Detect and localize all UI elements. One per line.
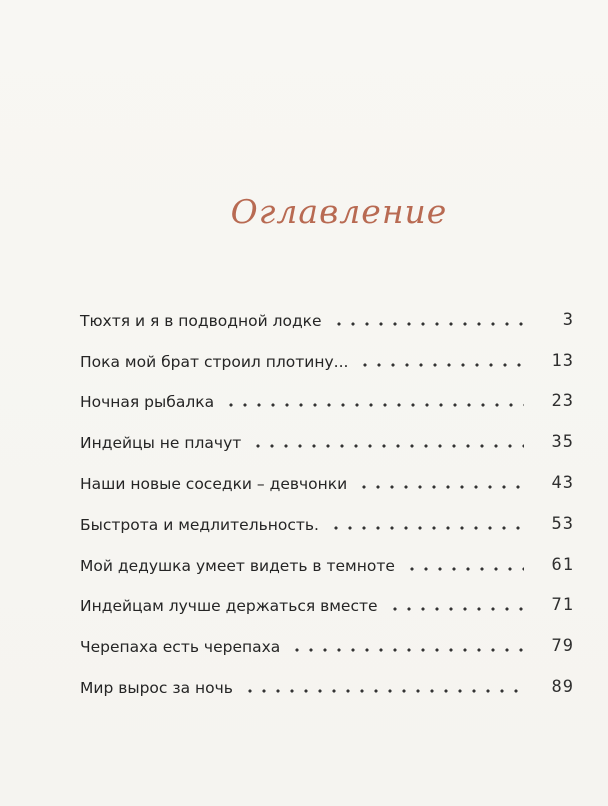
toc-entry-title: Индейцам лучше держаться вместе — [80, 597, 378, 616]
toc-entry-title: Мой дедушка умеет видеть в темноте — [80, 556, 395, 575]
dot-leader — [332, 322, 524, 326]
toc-entry-title: Пока мой брат строил плотину... — [80, 352, 349, 371]
toc-entry-page: 71 — [551, 595, 574, 616]
toc-entry — [80, 452, 574, 493]
page-title: Оглавление — [230, 192, 448, 231]
dot-leader — [329, 526, 524, 530]
toc-entry — [80, 411, 574, 452]
toc-entry — [80, 289, 574, 330]
toc-entry-page: 13 — [551, 350, 574, 371]
dot-leader — [358, 363, 524, 367]
toc-entry — [80, 575, 574, 616]
toc-entry — [80, 330, 574, 371]
toc-entry — [80, 371, 574, 412]
toc-entry — [80, 534, 574, 575]
toc-entry-title: Индейцы не плачут — [80, 434, 242, 453]
toc-entry-title: Наши новые соседки – девчонки — [80, 474, 348, 493]
toc-entry-page: 23 — [551, 391, 574, 412]
dot-leader — [224, 403, 524, 407]
dot-leader — [357, 485, 524, 489]
toc-entry-title: Быстрота и медлительность. — [80, 515, 319, 534]
toc-entry-title: Тюхтя и я в подводной лодке — [80, 311, 322, 330]
toc-entry-title: Ночная рыбалка — [80, 393, 215, 412]
dot-leader — [388, 607, 524, 611]
toc-entry — [80, 615, 574, 656]
toc-entry-title: Мир вырос за ночь — [80, 678, 233, 697]
toc-entry-title: Черепаха есть черепаха — [80, 638, 281, 657]
toc-entry-page: 79 — [551, 636, 574, 657]
dot-leader — [405, 567, 524, 571]
toc-entry — [80, 493, 574, 534]
dot-leader — [243, 689, 524, 693]
toc-entry-page: 89 — [551, 676, 574, 697]
toc-entry-page: 3 — [562, 309, 574, 330]
toc-entry — [80, 656, 574, 697]
toc-entry-page: 61 — [551, 554, 574, 575]
toc-entry-page: 53 — [551, 513, 574, 534]
table-of-contents — [80, 289, 574, 697]
toc-entry-page: 43 — [551, 472, 574, 493]
dot-leader — [251, 444, 524, 448]
toc-entry-page: 35 — [551, 432, 574, 453]
dot-leader — [290, 648, 524, 652]
